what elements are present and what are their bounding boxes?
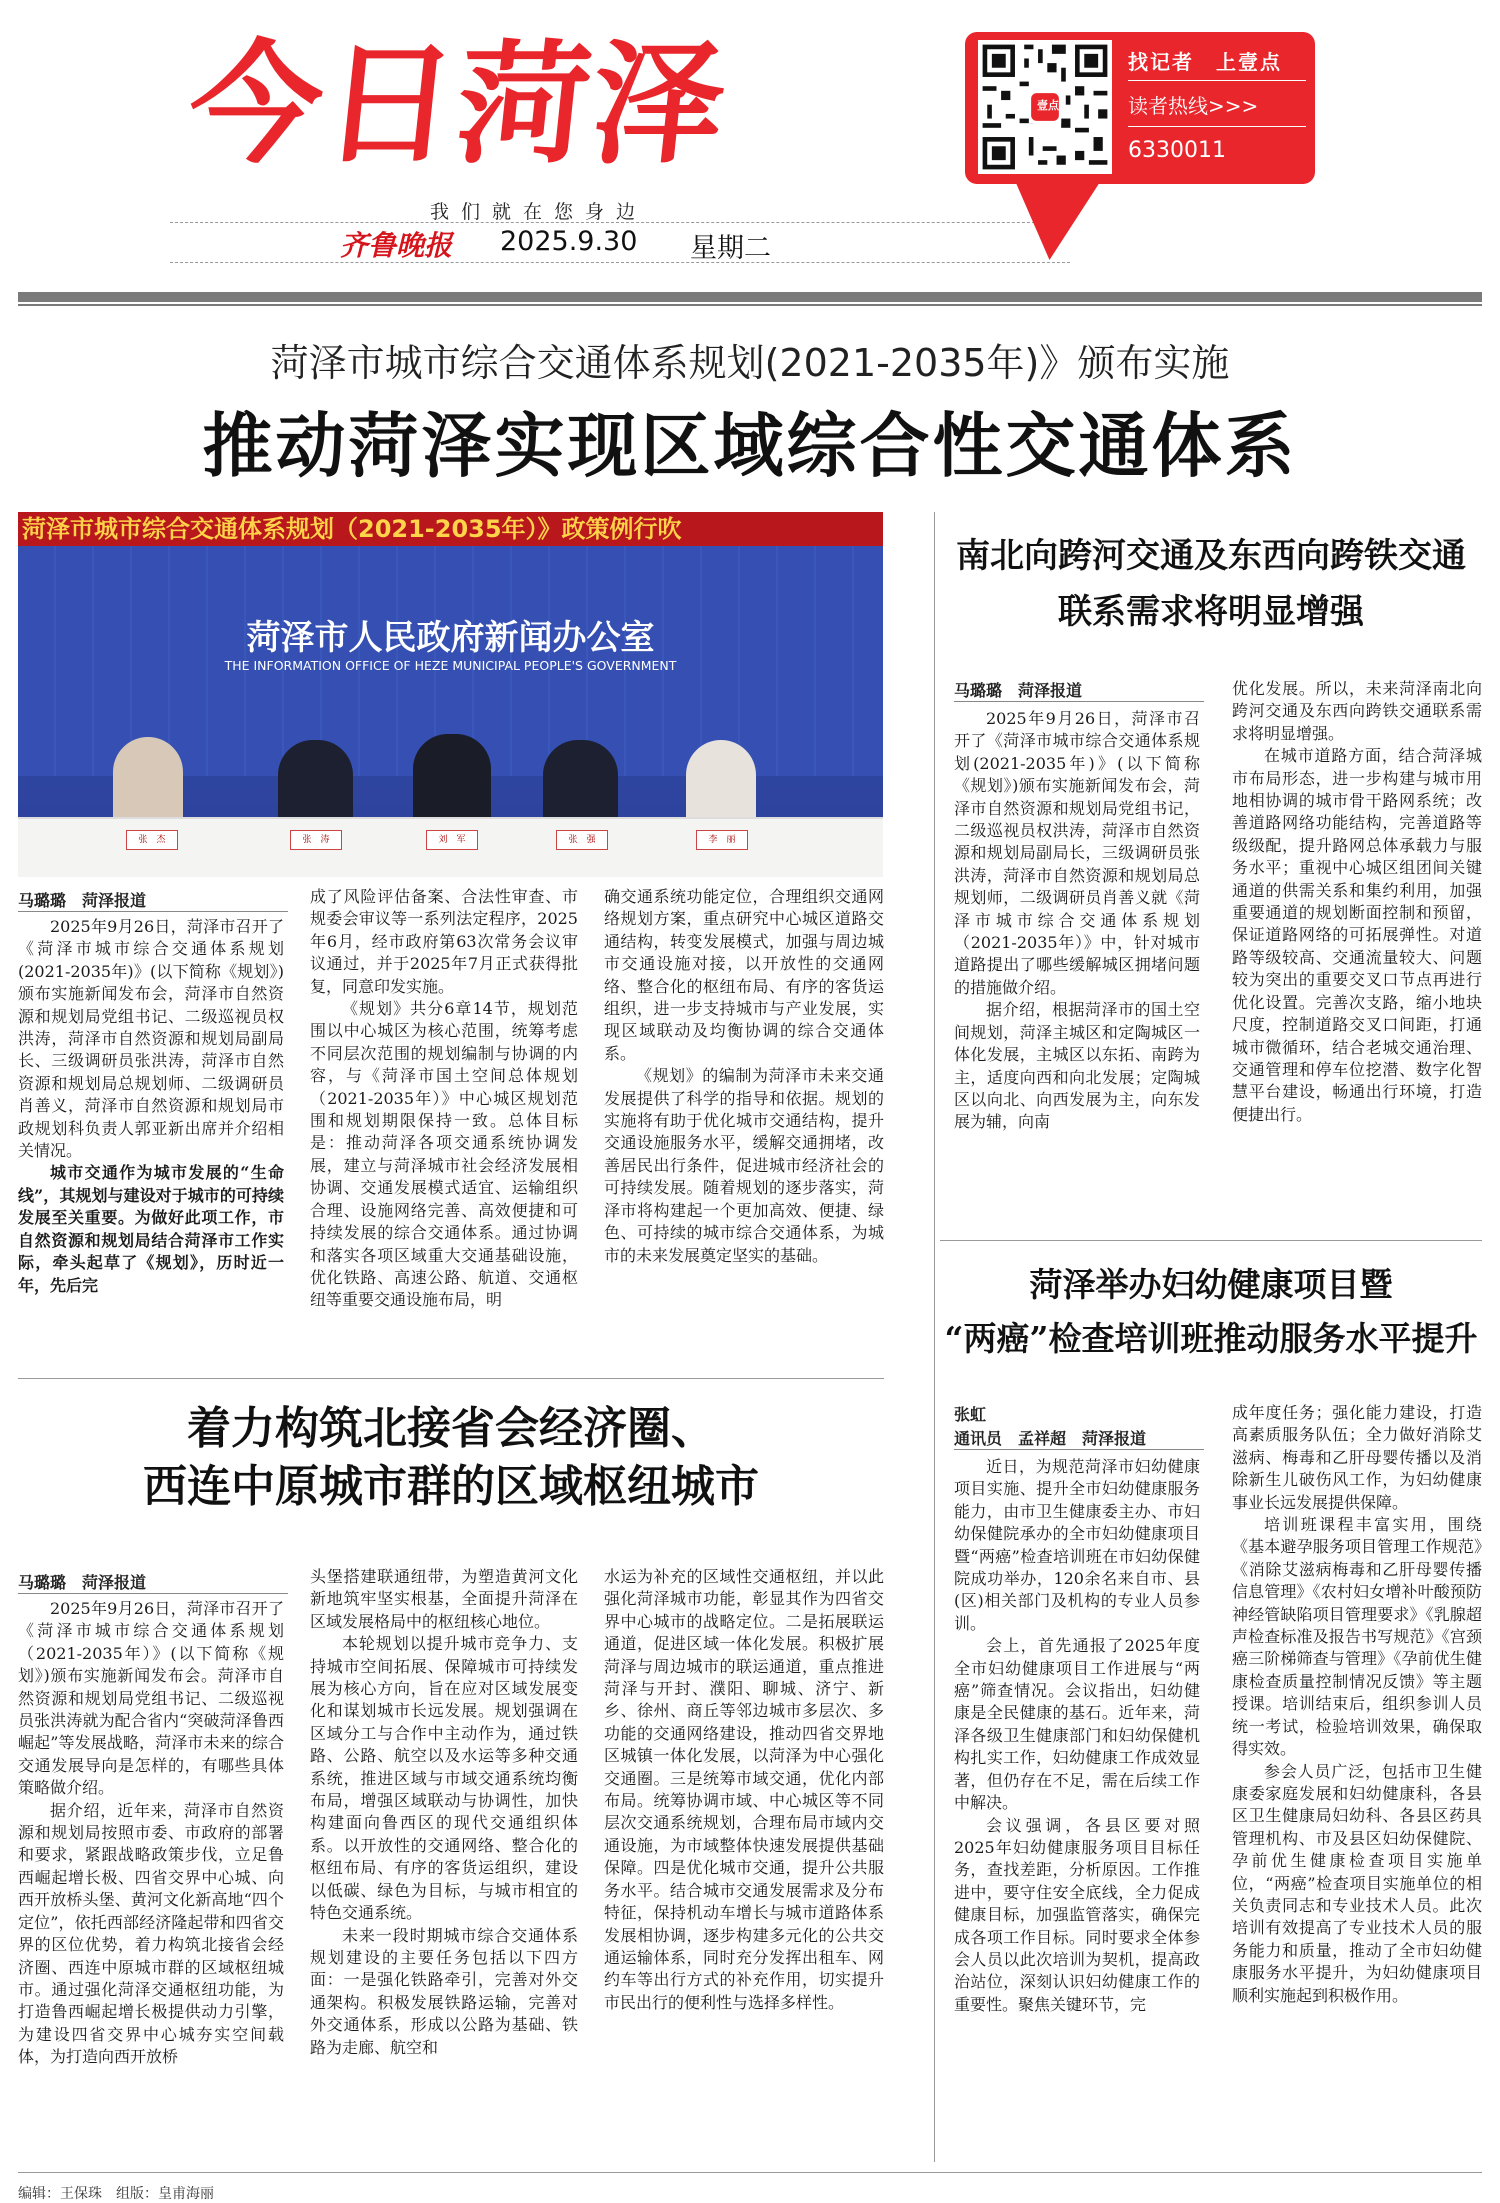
article4-col1 (954, 1456, 1200, 2016)
paragraph: 本轮规划以提升城市竞争力、支持城市空间拓展、保障城市可持续发展为核心方向，旨在应对区域发展变化和谋划城市长远发展。规划强调在区域分工与合作中主动作为，通过铁路、公路、航空以及水运等多种交通系统，推进区域与市域交通系统均衡布局，增强区域联动与协调性，加快构建面向鲁西区的现代交通组织体系。以开放性的交通网络、整合化的枢纽布局、有序的客货运组织，建设以低碳、绿色为目标，与城市相宜的特色交通系统。 (310, 1634, 578, 1923)
qr-badge-label: 壹点 (1037, 99, 1059, 112)
article2-col2 (310, 1566, 578, 2059)
photo-office-name-en: THE INFORMATION OFFICE OF HEZE MUNICIPAL PEOPLE'S GOVERNMENT (224, 658, 677, 673)
person (686, 740, 756, 828)
divider (940, 1240, 1482, 1241)
paragraph: 据介绍，根据菏泽市的国土空间规划，菏泽主城区和定陶城区一体化发展，主城区以东拓、南跨为主，适度向西和向北发展；定陶城区以向北、向西发展为主，向东发展为辅，向南 (954, 1000, 1200, 1132)
paragraph: 成了风险评估备案、合法性审查、市规委会审议等一系列法定程序，2025年6月，经市政府第63次常务会议审议通过，并于2025年7月正式获得批复，同意印发实施。 (310, 887, 578, 996)
promo-line2: 读者热线>>> (1128, 94, 1259, 118)
issue-weekday: 星期二 (690, 233, 771, 264)
paragraph: 水运为补充的区域性交通枢纽，并以此强化菏泽城市功能，彰显其作为四省交界中心城市的战略定位。二是拓展联运通道，促进区域一体化发展。积极扩展菏泽与周边城市的联运通道，重点推进菏泽与开封、濮阳、聊城、济宁、新乡、徐州、商丘等邻边城市多层次、多功能的交通网络建设，推动四省交界地区城镇一体化发展，以菏泽为中心强化交通圈。三是统筹市域交通，优化内部布局。统筹协调市域、中心城区等不同层次交通系统规划，合理布局市域内交通设施，为市域整体快速发展提供基础保障。四是优化城市交通，提升公共服务水平。结合城市交通发展需求及分布特征，保持机动车增长与城市道路体系发展相协调，逐步构建多元化的公共交通运输体系，同时充分发挥出租车、网约车等出行方式的补充作用，切实提升市民出行的便利性与选择多样性。 (604, 1567, 884, 2012)
article3-title (940, 528, 1482, 640)
paragraph: 近日，为规范菏泽市妇幼健康项目实施、提升全市妇幼健康服务能力，由市卫生健康委主办、市妇幼保健院承办的全市妇幼健康项目暨“两癌”检查培训班在市妇幼保健院成功举办，120余名来自市、县(区)相关部门及机构的专业人员参训。 (954, 1457, 1200, 1633)
article1-col2 (310, 886, 578, 1312)
article3-col2 (1232, 678, 1482, 1126)
nameplate: 张 涛 (290, 830, 342, 850)
article2-title (18, 1400, 884, 1516)
nameplate: 刘 军 (426, 830, 478, 850)
paragraph: 城市交通作为城市发展的“生命线”，其规划与建设对于城市的可持续发展至关重要。为做好此项工作，市自然资源和规划局结合菏泽市工作实际，牵头起草了《规划》，历时近一年，先后完 (18, 1163, 284, 1295)
divider (1128, 126, 1306, 127)
article4-byline: 通讯员 孟祥超 菏泽报道 (954, 1426, 1204, 1450)
slogan: 我们就在您身边 (430, 201, 648, 223)
nameplate: 李 丽 (696, 830, 748, 850)
article4-col2 (1232, 1402, 1482, 2007)
paragraph: 成年度任务；强化能力建设，打造高素质服务队伍；全力做好消除艾滋病、梅毒和乙肝母婴传播以及消除新生儿破伤风工作，为妇幼健康事业长远发展提供保障。 (1232, 1403, 1482, 1512)
article2-col1 (18, 1598, 284, 2069)
paragraph: 2025年9月26日，菏泽市召开了《菏泽市城市综合交通体系规划(2021-2035年)》(以下简称《规划》)颁布实施新闻发布会，菏泽市自然资源和规划局党组书记、二级巡视员权洪涛，菏泽市自然资源和规划局副局长、三级调研员张洪涛，菏泽市自然资源和规划局总规划师、二级调研员肖善义，菏泽市自然资源和规划局市政规划科负责人郭亚新出席并介绍相关情况。 (18, 917, 284, 1161)
header-rule (18, 304, 1482, 306)
paragraph: 在城市道路方面，结合菏泽城市布局形态，进一步构建与城市用地相协调的城市骨干路网系统；改善道路网络功能结构，完善道路等级级配，提升路网总体承载力与服务水平；重视中心城区组团间关键通道的供需关系和集约利用，加强重要通道的规划断面控制和预留，保证道路网络的可拓展弹性。对道路等级较高、交通流量较大、问题较为突出的重要交叉口节点再进行优化设置。完善次支路，缩小地块尺度，控制道路交叉口间距，打通城市微循环，结合老城交通治理、交通管理和停车位挖潜、数字化智慧平台建设，畅通出行环境，打造便捷出行。 (1232, 746, 1482, 1124)
footer-rule (18, 2172, 1482, 2173)
paragraph: 未来一段时期城市综合交通体系规划建设的主要任务包括以下四方面：一是强化铁路牵引，完善对外交通架构。积极发展铁路运输，完善对外交通体系，形成以公路为基础、铁路为走廊、航空和 (310, 1925, 578, 2057)
nameplate: 张 强 (556, 830, 608, 850)
paragraph: 据介绍，近年来，菏泽市自然资源和规划局按照市委、市政府的部署和要求，紧跟战略政策步伐，立足鲁西崛起增长极、四省交界中心城、向西开放桥头堡、黄河文化新高地“四个定位”，依托西部经济隆起带和四省交界的区位优势，着力构筑北接省会经济圈、西连中原城市群的区域枢纽城市。通过强化菏泽交通枢纽功能，为打造鲁西崛起增长极提供动力引擎，为建设四省交界中心城夯实空间载体，为打造向西开放桥 (18, 1800, 284, 2067)
article3-title-line2: 联系需求将明显增强 (1058, 592, 1364, 632)
photo-office-name: 菏泽市人民政府新闻办公室 (246, 618, 655, 658)
article2-col3 (604, 1566, 884, 2014)
article2-title-line2: 西连中原城市群的区域枢纽城市 (143, 1461, 759, 1512)
paragraph: 2025年9月26日，菏泽市召开了《菏泽市城市综合交通体系规划（2021-2035年）》(以下简称《规划》)颁布实施新闻发布会。菏泽市自然资源和规划局党组书记、二级巡视员张洪涛就为配合省内“突破菏泽鲁西崛起”等发展战略，菏泽市未来的综合交通发展导向是怎样的，有哪些具体策略做介绍。 (18, 1599, 284, 1798)
promo-box-tail (1013, 175, 1120, 260)
article2-title-line1: 着力构筑北接省会经济圈、 (187, 1403, 715, 1454)
divider (170, 262, 1070, 263)
brand-name: 齐鲁晚报 (340, 229, 453, 262)
paragraph: 会上，首先通报了2025年度全市妇幼健康项目工作进展与“两癌”筛查情况。会议指出，妇幼健康是全民健康的基石。近年来，菏泽各级卫生健康部门和妇幼保健机构扎实工作，妇幼健康工作成效显著，但仍存在不足，需在后续工作中解决。 (954, 1636, 1200, 1813)
article4-title-line2: “两癌”检查培训班推动服务水平提升 (944, 1319, 1478, 1358)
editor-credit: 编辑：王保珠 组版：皇甫海丽 (18, 2186, 214, 2202)
person (413, 734, 491, 829)
paragraph: 2025年9月26日，菏泽市召开了《菏泽市城市综合交通体系规划(2021-2035年)》(以下简称《规划》)颁布实施新闻发布会，菏泽市自然资源和规划局党组书记，二级巡视员权洪涛，菏泽市自然资源和规划局副局长，三级调研员张洪涛，菏泽市自然资源和规划局总规划师，二级调研员肖善义就《菏泽市城市综合交通体系规划（2021-2035年）》中，针对城市道路提出了哪些缓解城区拥堵问题的措施做介绍。 (954, 709, 1200, 997)
article4-title-line1: 菏泽举办妇幼健康项目暨 (1029, 1265, 1393, 1304)
article1-byline: 马璐璐 菏泽报道 (18, 888, 288, 912)
article1-col1 (18, 916, 284, 1297)
paragraph: 确交通系统功能定位，合理组织交通网络规划方案，重点研究中心城区道路交通结构，转变发展模式，加强与周边城市交通设施对接，以开放性的交通网络、整合化的枢纽布局、有序的客货运组织，进一步支持城市与产业发展，实现区域联动及均衡协调的综合交通体系。 (604, 887, 884, 1063)
paragraph: 头堡搭建联通纽带，为塑造黄河文化新地筑牢坚实根基，全面提升菏泽在区域发展格局中的枢纽核心地位。 (310, 1567, 578, 1631)
reader-hotline[interactable]: 6330011 (1128, 138, 1226, 163)
promo-line1: 找记者 上壹点 (1128, 50, 1282, 74)
lead-title: 推动菏泽实现区域综合性交通体系 (202, 404, 1298, 487)
article4-byline-reporter: 张虹 (954, 1405, 987, 1424)
article3-title-line1: 南北向跨河交通及东西向跨铁交通 (956, 536, 1466, 576)
press-conference-photo (18, 512, 883, 877)
issue-date: 2025.9.30 (500, 226, 638, 257)
header-rule (18, 292, 1482, 302)
paragraph: 培训班课程丰富实用，围绕《基本避孕服务项目管理工作规范》《消除艾滋病梅毒和乙肝母婴传播信息管理》《农村妇女增补叶酸预防神经管缺陷项目管理要求》《乳腺超声检查标准及报告书写规范》《宫颈癌三阶梯筛查与管理》《孕前优生健康检查质量控制情况反馈》等主题授课。培训结束后，组织参训人员统一考试，检验培训效果，确保取得实效。 (1232, 1515, 1482, 1759)
divider (18, 1378, 884, 1379)
article4-title (940, 1258, 1482, 1366)
column-divider (934, 512, 935, 2162)
photo-banner: 菏泽市城市综合交通体系规划（2021-2035年）》政策例行吹 (18, 512, 883, 546)
newspaper-logo: 今日菏泽 (181, 28, 735, 182)
lead-subtitle: 菏泽市城市综合交通体系规划(2021-2035年)》颁布实施 (270, 341, 1230, 385)
person (113, 737, 183, 827)
paragraph: 会议强调，各县区要对照2025年妇幼健康服务项目目标任务，查找差距，分析原因。工作推进中，要守住安全底线，全力促成健康目标，加强监管落实，确保完成各项工作目标。同时要求全体参会人员以此次培训为契机，提高政治站位，深刻认识妇幼健康工作的重要性。聚焦关键环节，完 (954, 1815, 1200, 2014)
paragraph: 参会人员广泛，包括市卫生健康委家庭发展和妇幼健康科，各县区卫生健康局妇幼科、各县区药具管理机构、市及县区妇幼保健院、孕前优生健康检查项目实施单位，“两癌”检查项目实施单位的相关负责同志和专业技术人员。此次培训有效提高了专业技术人员的服务能力和质量，推动了全市妇幼健康服务水平提升，为妇幼健康项目顺利实施起到积极作用。 (1232, 1761, 1482, 2005)
paragraph: 《规划》共分6章14节，规划范围以中心城区为核心范围，统筹考虑不同层次范围的规划编制与协调的内容，与《菏泽市国土空间总体规划（2021-2035年）》中心城区规划范围和规划期限保持一致。总体目标是：推动菏泽各项交通系统协调发展，建立与菏泽城市社会经济发展相协调、交通发展模式适宜、运输组织合理、设施网络完善、高效便捷和可持续发展的综合交通体系。通过协调和落实各项区域重大交通基础设施，优化铁路、高速公路、航道、交通枢纽等重要交通设施布局，明 (310, 999, 578, 1310)
paragraph: 《规划》的编制为菏泽市未来交通发展提供了科学的指导和依据。规划的实施将有助于优化城市交通结构，提升交通设施服务水平，缓解交通拥堵，改善居民出行条件，促进城市经济社会的可持续发展。随着规划的逐步落实，菏泽市将构建起一个更加高效、便捷、绿色、可持续的城市综合交通体系，为城市的未来发展奠定坚实的基础。 (604, 1066, 884, 1265)
divider (1128, 80, 1306, 81)
article2-byline: 马璐璐 菏泽报道 (18, 1570, 288, 1594)
article3-col1 (954, 708, 1200, 1134)
article3-byline: 马璐璐 菏泽报道 (954, 678, 1204, 702)
paragraph: 优化发展。所以，未来菏泽南北向跨河交通及东西向跨铁交通联系需求将明显增强。 (1232, 679, 1482, 743)
nameplate: 张 杰 (126, 830, 178, 850)
article1-col3 (604, 886, 884, 1267)
